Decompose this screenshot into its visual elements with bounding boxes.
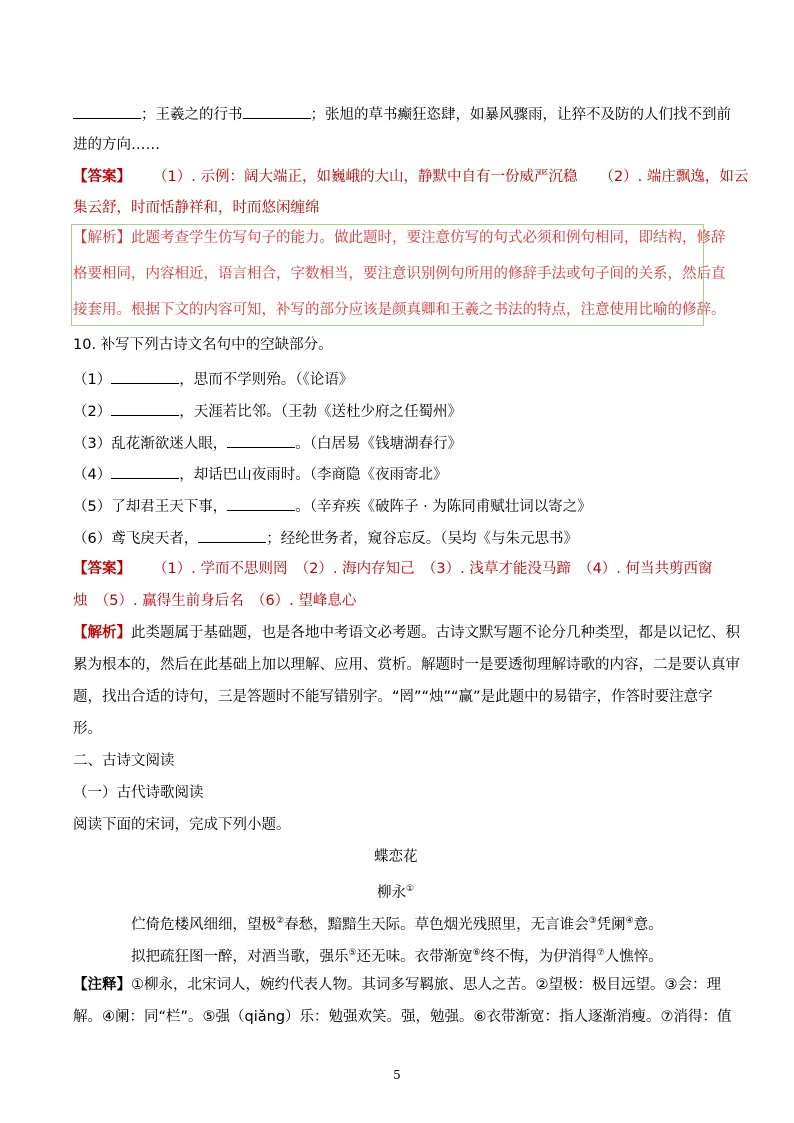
answer-10-line-1 bbox=[73, 559, 713, 579]
subsection-heading: （一）古代诗歌阅读 bbox=[73, 785, 204, 801]
notes-line-1: 【注释】①柳永，北宋词人，婉约代表人物。其词多写羁旅、思人之苦。②望极：极目远望。③会：理 bbox=[73, 977, 721, 993]
analysis-10-line-3: 题，找出合适的诗句，三是答题时不能写错别字。“罔”“烛”“赢”是此题中的易错字，作答时要注意字 bbox=[73, 689, 713, 705]
poem-stanza-2: 拟把疏狂图一醉，对酒当歌，强乐⑤还无味。衣带渐宽⑥终不悔，为伊消得⑦人憔悴。 bbox=[131, 948, 663, 965]
q10-item-3: （3）乱花渐欲迷人眼， 。（白居易《钱塘湖春行》 bbox=[73, 432, 462, 454]
answer-blank bbox=[227, 495, 295, 511]
poem-title: 蝶恋花 bbox=[374, 849, 418, 865]
q10-item-1: （1） ，思而不学则殆。（《论语》 bbox=[73, 368, 353, 390]
answer-blank bbox=[243, 103, 311, 119]
answer-tag: 【答案】 bbox=[73, 169, 131, 185]
question-10-title: 10. 补写下列古诗文名句中的空缺部分。 bbox=[73, 337, 333, 353]
poem-author: 柳永① bbox=[377, 884, 415, 901]
intro-text: ；张旭的草书癫狂恣肆，如暴风骤雨，让猝不及防的人们找不到前 bbox=[310, 107, 731, 123]
analysis-10-line-2: 累为根本的，然后在此基础上加以理解、应用、赏析。解题时一是要透彻理解诗歌的内容，二是要认真审 bbox=[73, 657, 740, 673]
intro-text: ；王羲之的行书 bbox=[141, 107, 243, 123]
answer-tag: 【答案】 bbox=[73, 561, 131, 577]
analysis-10-line-4: 形。 bbox=[73, 721, 102, 737]
answer-blank bbox=[198, 527, 266, 543]
answer-text: （1）. 学而不思则罔 （2）. 海内存知己 （3）. 浅草才能没马蹄 （4）. 何当共剪西窗 bbox=[153, 561, 713, 577]
answer-blank bbox=[73, 103, 141, 119]
q10-item-2: （2） ，天涯若比邻。（王勃《送杜少府之任蜀州》 bbox=[73, 400, 462, 422]
answer-text: （1）. 示例：阔大端正，如巍峨的大山，静默中自有一份威严沉稳 bbox=[153, 169, 578, 185]
page-number: 5 bbox=[393, 1068, 401, 1082]
notes-tag: 【注释】 bbox=[73, 977, 131, 993]
answer-blank bbox=[111, 400, 179, 416]
answer-text: （2）. 端庄飘逸，如云 bbox=[599, 169, 749, 185]
analysis-tag: 【解析】 bbox=[73, 625, 131, 641]
analysis-9-line-1: 【解析】此题考查学生仿写句子的能力。做此题时，要注意仿写的句式必须和例句相同，即结构，修辞 bbox=[73, 230, 726, 246]
q10-item-5: （5）了却君王天下事， 。（辛弃疾《破阵子 · 为陈同甫赋壮词以寄之》 bbox=[73, 495, 592, 517]
intro-line-2: 进的方向…… bbox=[73, 137, 160, 153]
notes-line-2: 解。④阑：同“栏”。⑤强（qiǎng）乐：勉强欢笑。强，勉强。⑥衣带渐宽：指人逐渐消瘦。⑦消得：值 bbox=[73, 1009, 732, 1025]
q10-item-6: （6）鸢飞戾天者， ；经纶世务者，窥谷忘反。（吴均《与朱元思书》 bbox=[73, 527, 578, 549]
poem-stanza-1: 伫倚危楼风细细，望极②春愁，黯黯生天际。草色烟光残照里，无言谁会③凭阑④意。 bbox=[131, 916, 663, 933]
section-heading: 二、古诗文阅读 bbox=[73, 753, 175, 769]
answer-blank bbox=[111, 368, 179, 384]
answer-blank bbox=[111, 463, 179, 479]
analysis-9-line-2: 格要相同，内容相近，语言相合，字数相当，要注意识别例句所用的修辞手法或句子间的关系，然后直 bbox=[73, 266, 726, 282]
analysis-10-line-1: 【解析】此类题属于基础题，也是各地中考语文必考题。古诗文默写题不论分几种类型，都是以记忆、积 bbox=[73, 625, 740, 641]
q10-item-4: （4） ，却话巴山夜雨时。（李商隐《夜雨寄北》 bbox=[73, 463, 447, 485]
answer-blank bbox=[227, 432, 295, 448]
answer-10-line-2: 烛 （5）. 赢得生前身后名 （6）. 望峰息心 bbox=[73, 593, 357, 609]
intro-line-1 bbox=[73, 103, 731, 125]
reading-instruction: 阅读下面的宋词，完成下列小题。 bbox=[73, 817, 291, 833]
analysis-9-line-3: 接套用。根据下文的内容可知，补写的部分应该是颜真卿和王羲之书法的特点，注意使用比喻的修辞。 bbox=[73, 302, 726, 318]
answer-9-line-2: 集云舒，时而恬静祥和，时而悠闲缠绵 bbox=[73, 200, 320, 216]
answer-9-line-1 bbox=[73, 167, 748, 187]
